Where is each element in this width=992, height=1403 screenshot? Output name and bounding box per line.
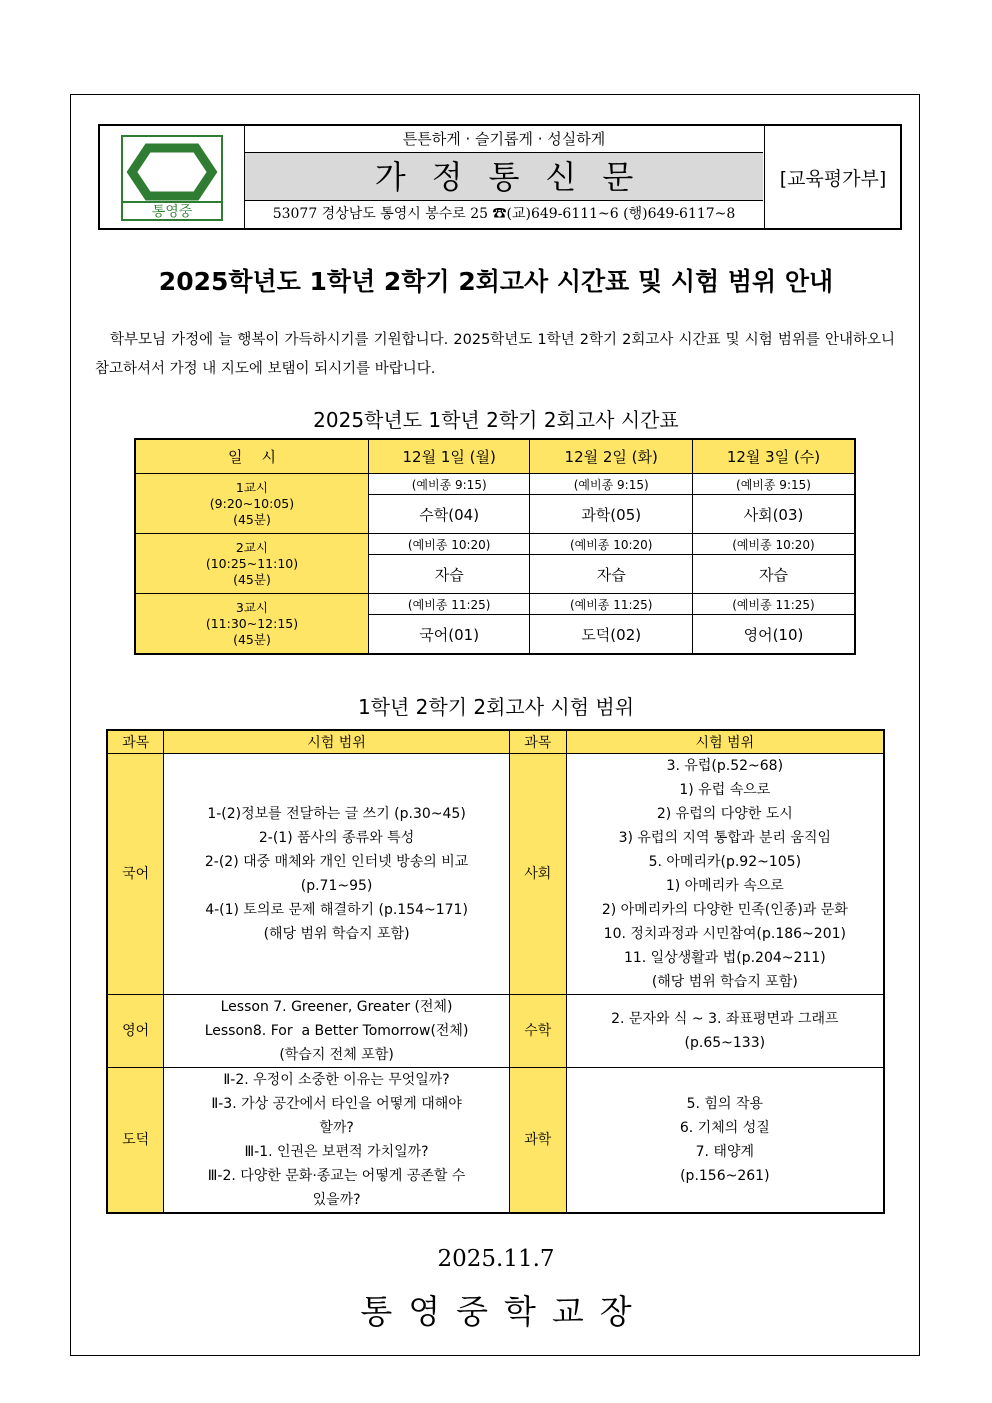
period-cell bbox=[135, 474, 368, 534]
range-line: (p.71~95) bbox=[300, 878, 373, 894]
schedule-header-day3: 12월 3일 (수) bbox=[692, 439, 855, 474]
range-line: Ⅱ-2. 우정이 소중한 이유는 무엇일까? bbox=[223, 1072, 450, 1088]
range-header-range: 시험 범위 bbox=[566, 730, 884, 754]
range-line: 2) 아메리카의 다양한 민족(인종)과 문화 bbox=[601, 902, 848, 918]
intro-text: 학부모님 가정에 늘 행복이 가득하시기를 기원합니다. 2025학년도 1학년 2학기 2회고사 시간표 및 시험 범위를 안내하오니 참고하셔서 가정 내 지도에 보탬이 되시기를 바랍니다. bbox=[95, 332, 895, 377]
exam-subject: 도덕(02) bbox=[530, 615, 693, 655]
period-cell bbox=[135, 594, 368, 655]
warning-bell: (예비종 11:25) bbox=[530, 594, 693, 615]
exam-subject: 자습 bbox=[530, 555, 693, 594]
range-line: 5. 힘의 작용 bbox=[686, 1096, 763, 1112]
range-header-subject: 과목 bbox=[107, 730, 164, 754]
schedule-header-datetime: 일 시 bbox=[135, 439, 368, 474]
range-line: Lesson 7. Greener, Greater (전체) bbox=[220, 999, 453, 1015]
range-line: 3. 유럽(p.52~68) bbox=[666, 758, 784, 774]
range-cell bbox=[164, 754, 510, 995]
warning-bell: (예비종 11:25) bbox=[692, 594, 855, 615]
range-line: 2-(1) 품사의 종류와 특성 bbox=[258, 830, 415, 846]
schedule-table bbox=[134, 438, 856, 655]
period-cell bbox=[135, 534, 368, 594]
range-line: 2-(2) 대중 매체와 개인 인터넷 방송의 비교 bbox=[204, 854, 469, 870]
period-time: (9:20~10:05) bbox=[209, 495, 295, 511]
schedule-header-day1: 12월 1일 (월) bbox=[368, 439, 530, 474]
exam-subject: 과학(05) bbox=[530, 495, 693, 534]
range-line: (학습지 전체 포함) bbox=[279, 1047, 394, 1063]
range-cell bbox=[566, 754, 884, 995]
subject-cell: 도덕 bbox=[107, 1068, 164, 1214]
period-name: 2교시 bbox=[235, 539, 269, 555]
school-motto: 튼튼하게 · 슬기롭게 · 성실하게 bbox=[245, 126, 763, 153]
schedule-title: 2025학년도 1학년 2학기 2회고사 시간표 bbox=[313, 408, 679, 432]
period-time: (10:25~11:10) bbox=[205, 555, 299, 571]
range-cell bbox=[164, 1068, 510, 1214]
range-line: 10. 정치과정과 시민참여(p.186~201) bbox=[603, 926, 846, 942]
period-name: 3교시 bbox=[235, 599, 269, 615]
warning-bell: (예비종 11:25) bbox=[368, 594, 530, 615]
range-line: (p.65~133) bbox=[684, 1035, 766, 1051]
warning-bell: (예비종 10:20) bbox=[530, 534, 693, 555]
range-line: 2. 문자와 식 ~ 3. 좌표평면과 그래프 bbox=[611, 1011, 839, 1027]
range-line: 7. 태양계 bbox=[695, 1144, 755, 1160]
subject-cell: 과학 bbox=[509, 1068, 566, 1214]
range-header-range: 시험 범위 bbox=[164, 730, 510, 754]
subject-cell: 사회 bbox=[509, 754, 566, 995]
range-cell bbox=[164, 995, 510, 1068]
exam-range-table bbox=[106, 729, 885, 1214]
subject-cell: 수학 bbox=[509, 995, 566, 1068]
letterhead bbox=[98, 124, 902, 230]
intro-paragraph bbox=[95, 326, 895, 384]
page-title: 2025학년도 1학년 2학기 2회고사 시간표 및 시험 범위 안내 bbox=[158, 267, 834, 296]
warning-bell: (예비종 9:15) bbox=[368, 474, 530, 495]
range-line: 5. 아메리카(p.92~105) bbox=[648, 854, 802, 870]
exam-subject: 사회(03) bbox=[692, 495, 855, 534]
range-line: (p.156~261) bbox=[680, 1168, 770, 1184]
range-line: 있을까? bbox=[312, 1192, 361, 1208]
exam-subject: 국어(01) bbox=[368, 615, 530, 655]
school-address: 53077 경상남도 통영시 봉수로 25 ☎(교)649-6111~6 (행)649-6117~8 bbox=[272, 206, 736, 222]
range-line: Ⅲ-1. 인권은 보편적 가치일까? bbox=[244, 1144, 429, 1160]
period-duration: (45분) bbox=[233, 631, 271, 647]
period-time: (11:30~12:15) bbox=[205, 615, 299, 631]
period-duration: (45분) bbox=[233, 511, 271, 527]
school-logo bbox=[100, 126, 245, 228]
range-line: (해당 범위 학습지 포함) bbox=[263, 926, 410, 942]
range-line: 4-(1) 토의로 문제 해결하기 (p.154~171) bbox=[205, 902, 468, 918]
warning-bell: (예비종 9:15) bbox=[692, 474, 855, 495]
range-header-subject: 과목 bbox=[509, 730, 566, 754]
range-line: Lesson8. For a Better Tomorrow(전체) bbox=[204, 1023, 469, 1039]
range-line: 할까? bbox=[319, 1120, 354, 1136]
issue-date: 2025.11.7 bbox=[437, 1246, 555, 1272]
range-line: 6. 기체의 성질 bbox=[679, 1120, 770, 1136]
range-title: 1학년 2학기 2회고사 시험 범위 bbox=[357, 695, 635, 719]
warning-bell: (예비종 10:20) bbox=[368, 534, 530, 555]
warning-bell: (예비종 9:15) bbox=[530, 474, 693, 495]
letterhead-title: 가정통신문 bbox=[245, 153, 763, 201]
range-line: 1) 유럽 속으로 bbox=[679, 782, 771, 798]
range-line: 3) 유럽의 지역 통합과 분리 움직임 bbox=[618, 830, 832, 846]
range-cell bbox=[566, 1068, 884, 1214]
range-line: 1-(2)정보를 전달하는 글 쓰기 (p.30~45) bbox=[207, 806, 466, 822]
svg-text:통영중: 통영중 bbox=[151, 204, 193, 220]
exam-subject: 수학(04) bbox=[368, 495, 530, 534]
range-line: (해당 범위 학습지 포함) bbox=[651, 974, 798, 990]
period-duration: (45분) bbox=[233, 571, 271, 587]
range-line: 1) 아메리카 속으로 bbox=[665, 878, 784, 894]
range-line: 11. 일상생활과 법(p.204~211) bbox=[623, 950, 826, 966]
principal-signature: 통영중학교장 bbox=[360, 1292, 648, 1331]
schedule-header-day2: 12월 2일 (화) bbox=[530, 439, 693, 474]
period-name: 1교시 bbox=[235, 479, 269, 495]
school-logo-icon bbox=[100, 126, 244, 228]
department-label: [교육평가부] bbox=[764, 126, 901, 228]
exam-subject: 자습 bbox=[368, 555, 530, 594]
range-line: Ⅱ-3. 가상 공간에서 타인을 어떻게 대해야 bbox=[211, 1096, 462, 1112]
warning-bell: (예비종 10:20) bbox=[692, 534, 855, 555]
range-line: Ⅲ-2. 다양한 문화·종교는 어떻게 공존할 수 bbox=[207, 1168, 466, 1184]
exam-subject: 자습 bbox=[692, 555, 855, 594]
subject-cell: 국어 bbox=[107, 754, 164, 995]
exam-subject: 영어(10) bbox=[692, 615, 855, 655]
range-line: 2) 유럽의 다양한 도시 bbox=[656, 806, 793, 822]
range-cell bbox=[566, 995, 884, 1068]
subject-cell: 영어 bbox=[107, 995, 164, 1068]
